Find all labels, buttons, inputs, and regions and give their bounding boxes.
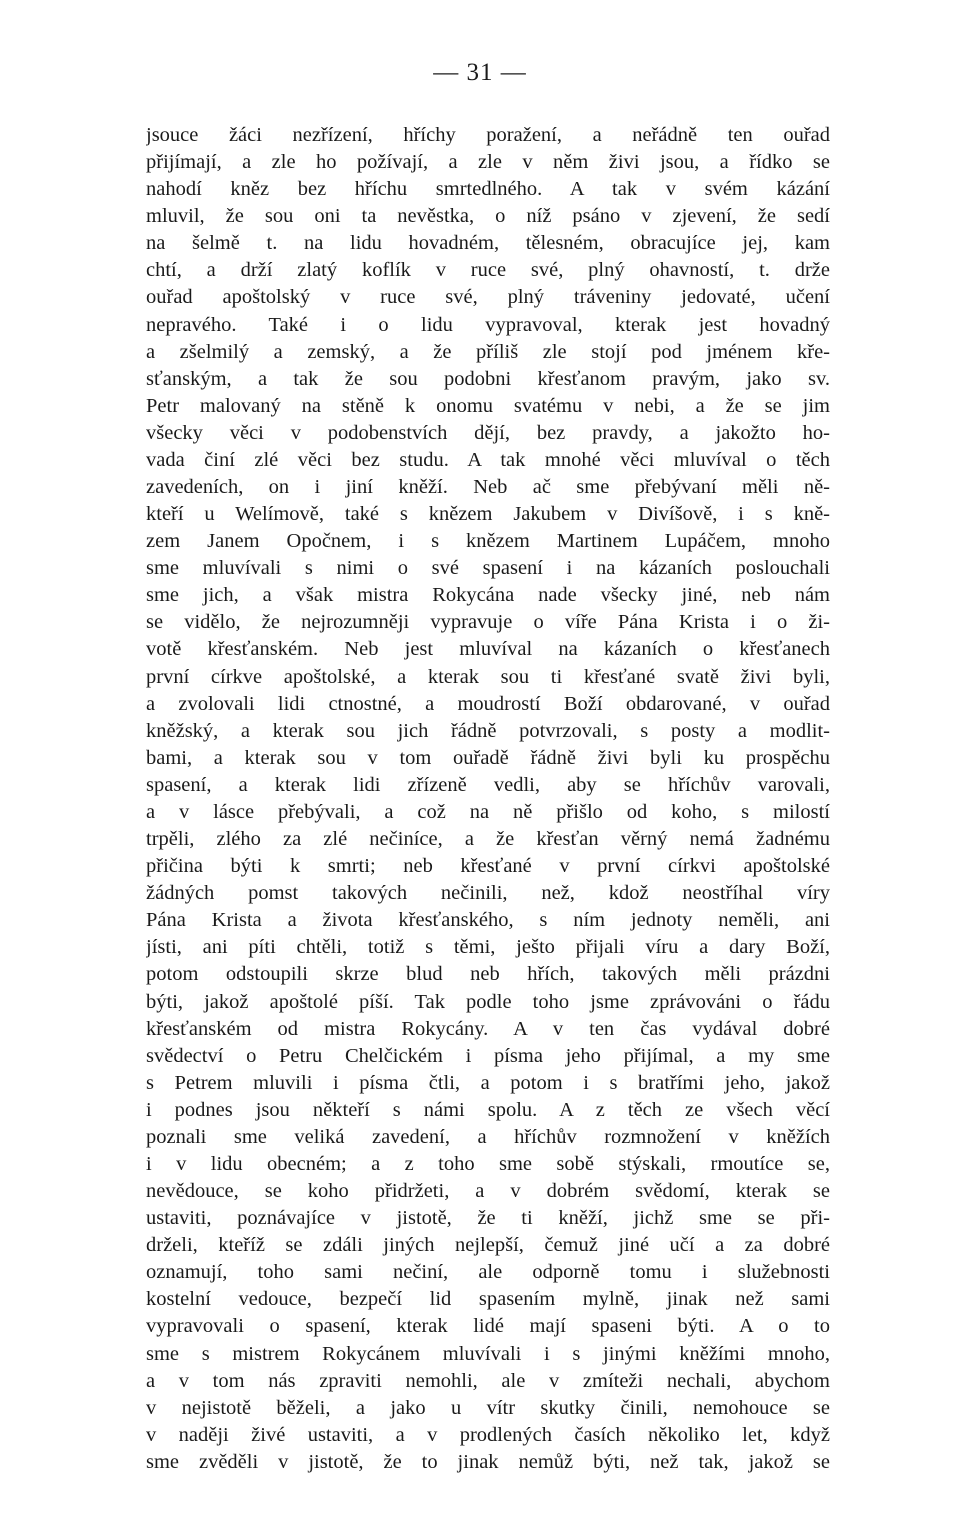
text-line: první církve apoštolské, a kterak sou ti křesťané svatě živi byli, (146, 665, 830, 688)
text-line: vada činí zlé věci bez studu. A tak mnohé věci mluvíval o těch (146, 448, 830, 471)
text-line: kteří u Welímově, také s knězem Jakubem v Divíšově, i s kně- (146, 503, 830, 526)
text-line: a v lásce přebývali, a což na ně přišlo od koho, s milostí (146, 800, 830, 823)
text-line: jsouce žáci nezřízení, hříchy poražení, a neřádně ten ouřad (146, 124, 830, 146)
text-line: votě křesťanském. Neb jest mluvíval na kázaních o křesťanech (146, 638, 830, 661)
text-line: Petr malovaný na stěně k onomu svatému v nebi, a že se jim (146, 394, 830, 417)
text-line: nepravého. Také i o lidu vypravoval, kterak jest hovadný (146, 313, 830, 336)
text-line: spasení, a kterak lidi zřízeně vedli, aby se hříchův varovali, (146, 773, 830, 796)
text-line: se vidělo, že nejrozumněji vypravuje o víře Pána Krista i o ži- (146, 611, 830, 634)
text-line: chtí, a drží zlatý koflík v ruce své, plný ohavností, t. drže (146, 259, 830, 282)
text-line: žádných pomst takových nečinili, než, kdož neostříhal víry (146, 882, 830, 905)
text-line: sme s mistrem Rokycánem mluvívali i s jinými kněžími mnoho, (146, 1342, 830, 1365)
text-line: kostelní vedouce, bezpečí lid spasením mylně, jinak než sami (146, 1288, 830, 1311)
text-line: oznamují, toho sami nečiní, ale odporně tomu i služebnosti (146, 1261, 830, 1284)
text-line: i v lidu obecném; a z toho sme sobě stýskali, rmoutíce se, (146, 1152, 830, 1175)
text-line: bami, a kterak sou v tom ouřadě řádně živi byli ku prospěchu (146, 746, 830, 769)
text-line: a zšelmilý a zemský, a že příliš zle stojí pod jménem kře- (146, 340, 830, 363)
text-line: a v tom nás zpraviti nemohli, ale v zmíteži nechali, abychom (146, 1369, 830, 1392)
text-line: drželi, kteříž se zdáli jiných nejlepší, čemuž jiné učí a za dobré (146, 1234, 830, 1257)
text-line: býti, jakož apoštolé píší. Tak podle toho jsme zprávováni o řádu (146, 990, 830, 1013)
text-line: na šelmě t. na lidu hovadném, tělesném, obracujíce jej, kam (146, 232, 830, 255)
text-line: křesťanském od mistra Rokycány. A v ten čas vydával dobré (146, 1017, 830, 1040)
text-line: zavedeních, on i jiní kněží. Neb ač sme přebývaní měli ně- (146, 476, 830, 499)
text-line: i podnes jsou někteří s námi spolu. A z těch ze všech věcí (146, 1098, 830, 1121)
text-line: přičina býti k smrti; neb křesťané v první církvi apoštolské (146, 855, 830, 878)
text-line: sme zvěděli v jistotě, že to jinak nemůž býti, než tak, jakož se (146, 1450, 830, 1473)
text-line: v naději živé ustaviti, a v prodlených časích několiko let, když (146, 1423, 830, 1446)
text-line: Pána Krista a života křesťanského, s ním jednoty neměli, ani (146, 909, 830, 932)
text-line: sme jich, a však mistra Rokycána nade všecky jiné, neb nám (146, 584, 830, 607)
text-line: zem Janem Opočnem, i s knězem Martinem Lupáčem, mnoho (146, 530, 830, 553)
text-line: svědectví o Petru Chelčickém i písma jeho přijímal, a my sme (146, 1044, 830, 1067)
text-line: sťanským, a tak že sou podobni křesťanom pravým, jako sv. (146, 367, 830, 390)
text-line: ouřad apoštolský v ruce své, plný tráveniny jedovaté, učení (146, 286, 830, 309)
text-line: nahodí kněz bez hříchu smrtedlného. A tak v svém kázání (146, 178, 830, 201)
text-line: přijímají, a zle ho požívají, a zle v něm živi jsou, a řídko se (146, 151, 830, 174)
text-line: a zvolovali lidi ctnostné, a moudrostí Boží obdarované, v ouřad (146, 692, 830, 715)
text-line: nevědouce, se koho přidržeti, a v dobrém svědomí, kterak se (146, 1180, 830, 1203)
text-line: potom odstoupili skrze blud neb hřích, takových měli prázdni (146, 963, 830, 986)
text-line: ustaviti, poznávajíce v jistotě, že ti kněží, jichž sme se při- (146, 1207, 830, 1230)
body-text (146, 122, 830, 1476)
text-line: mluvil, že sou oni ta nevěstka, o níž psáno v zjevení, že sedí (146, 205, 830, 228)
text-line: sme mluvívali s nimi o své spasení i na kázaních poslouchali (146, 557, 830, 580)
text-line: vypravovali o spasení, kterak lidé mají spaseni býti. A o to (146, 1315, 830, 1338)
text-line: kněžský, a kterak sou jich řádně potvrzovali, s posty a modlit- (146, 719, 830, 742)
text-line: poznali sme veliká zavedení, a hříchův rozmnožení v kněžích (146, 1125, 830, 1148)
text-line: v nejistotě běželi, a jako u vítr skutky činili, nemohouce se (146, 1396, 830, 1419)
text-line: všecky věci v podobenstvích dějí, bez pravdy, a jakožto ho- (146, 421, 830, 444)
text-line: jísti, ani píti chtěli, totiž s těmi, ješto přijali víru a dary Boží, (146, 936, 830, 959)
text-line: s Petrem mluvili i písma čtli, a potom i s bratřími jeho, jakož (146, 1071, 830, 1094)
text-line: trpěli, zlého za zlé nečiníce, a že křesťan věrný nemá žadnému (146, 828, 830, 851)
page-number: — 31 — (433, 59, 527, 86)
